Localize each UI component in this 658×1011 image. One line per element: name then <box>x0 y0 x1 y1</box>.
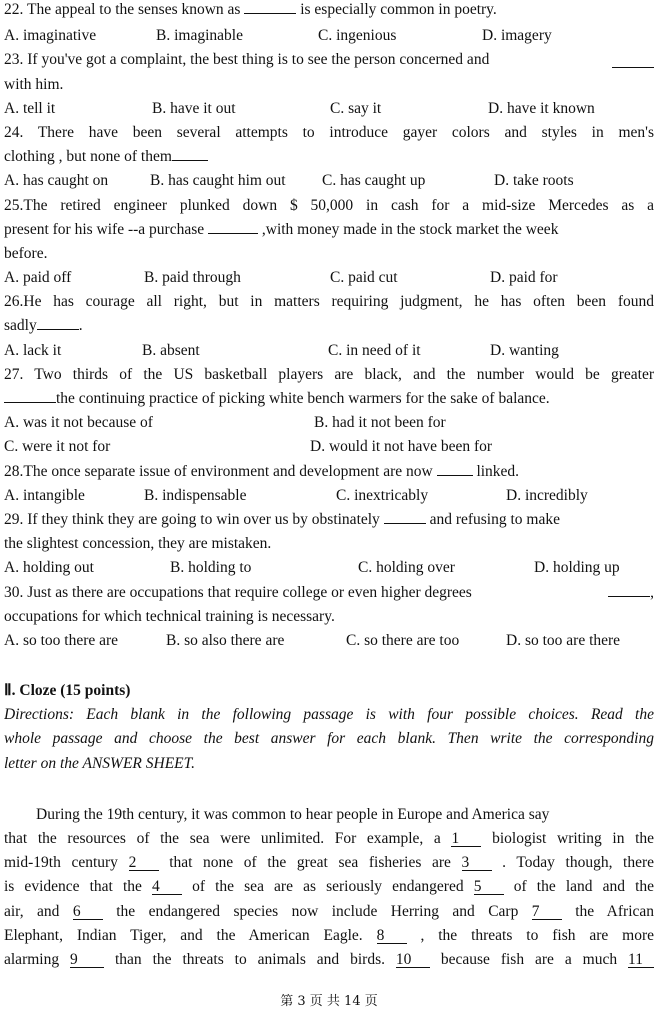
cloze-blank-6[interactable]: 6 <box>73 904 103 920</box>
q23-option-a: A. tell it <box>4 99 56 117</box>
q24-options <box>4 169 654 193</box>
q23-options <box>4 97 654 121</box>
q30-stem-line1: 30. Just as there are occupations that require college or even higher degrees , <box>4 581 654 605</box>
cloze-passage-line4: is evidence that the 4 of the sea are as seriously endangered 5 of the land and the <box>4 878 654 896</box>
q30-option-c: C. so there are too <box>346 631 460 649</box>
q28-options <box>4 484 654 508</box>
cloze-blank-1[interactable]: 1 <box>451 831 481 847</box>
q23-stem-line1: 23. If you've got a complaint, the best thing is to see the person concerned and <box>4 48 654 72</box>
q30-option-a: A. so too there are <box>4 631 119 649</box>
q25-stem-line1: 25.The retired engineer plunked down $ 50,000 in cash for a mid-size Mercedes as a <box>4 196 654 214</box>
q24-blank <box>172 145 208 161</box>
q29-option-d: D. holding up <box>534 559 620 577</box>
q22-option-a: A. imaginative <box>4 27 97 45</box>
cloze-blank-11[interactable]: 11 <box>628 952 654 968</box>
q23-stem-line2: with him. <box>4 75 64 93</box>
cloze-blank-5[interactable]: 5 <box>474 879 504 895</box>
q23-option-c: C. say it <box>330 99 382 117</box>
q25-stem-line2: present for his wife --a purchase ,with money made in the stock market the week <box>4 218 654 242</box>
q23-option-d: D. have it known <box>488 99 595 117</box>
q26-stem-line1: 26.He has courage all right, but in matters requiring judgment, he has often been found <box>4 293 654 311</box>
q26-options <box>4 339 654 363</box>
q25-option-c: C. paid cut <box>330 269 398 287</box>
q22-stem-before: 22. The appeal to the senses known as <box>4 1 241 18</box>
cloze-directions-line2: whole passage and choose the best answer for each blank. Then write the corresponding <box>4 730 654 748</box>
q25-options <box>4 266 654 290</box>
q22-option-c: C. ingenious <box>318 27 397 45</box>
cloze-blank-2[interactable]: 2 <box>129 855 159 871</box>
cloze-directions-line1: Directions: Each blank in the following passage is with four possible choices. Read the <box>4 706 654 724</box>
q30-options <box>4 629 654 653</box>
q28-option-b: B. indispensable <box>144 486 247 504</box>
q27-options-row1 <box>4 411 654 435</box>
q29-option-b: B. holding to <box>170 559 252 577</box>
cloze-passage-line2: that the resources of the sea were unlimited. For example, a 1 biologist writing in the <box>4 830 654 847</box>
cloze-passage-line6: Elephant, Indian Tiger, and the American Eagle. 8 , the threats to fish are more <box>4 926 654 944</box>
exam-page <box>4 0 654 972</box>
q28-option-d: D. incredibly <box>506 486 588 504</box>
q28-blank <box>437 460 473 476</box>
q30-option-b: B. so also there are <box>166 631 285 649</box>
q22-option-b: B. imaginable <box>156 27 243 45</box>
q27-blank <box>4 387 56 403</box>
q29-blank <box>384 508 426 524</box>
q28-stem: 28.The once separate issue of environment and development are now linked. <box>4 460 654 484</box>
cloze-passage-line1: During the 19th century, it was common to hear people in Europe and America say <box>36 805 550 823</box>
cloze-passage-line7: alarming 9 than the threats to animals and birds. 10 because fish are a much 11 <box>4 948 654 972</box>
cloze-blank-3[interactable]: 3 <box>462 855 492 871</box>
q28-option-a: A. intangible <box>4 486 85 504</box>
q25-option-d: D. paid for <box>490 269 558 287</box>
q25-option-a: A. paid off <box>4 269 72 287</box>
q24-option-d: D. take roots <box>494 172 574 190</box>
q26-option-c: C. in need of it <box>328 341 421 359</box>
q29-stem-line2: the slightest concession, they are mistaken. <box>4 535 272 553</box>
q28-option-c: C. inextricably <box>336 486 429 504</box>
q30-stem-line2: occupations for which technical training is necessary. <box>4 607 335 625</box>
cloze-blank-7[interactable]: 7 <box>532 904 562 920</box>
q24-option-a: A. has caught on <box>4 172 109 190</box>
q29-options <box>4 556 654 580</box>
q26-option-a: A. lack it <box>4 341 62 359</box>
q27-stem-line2: the continuing practice of picking white bench warmers for the sake of balance. <box>4 387 654 411</box>
q26-option-d: D. wanting <box>490 341 559 359</box>
q23-blank <box>612 52 654 68</box>
q27-options-row2 <box>4 435 654 459</box>
q22-stem <box>4 0 654 22</box>
q29-option-a: A. holding out <box>4 559 94 577</box>
cloze-directions-line3: letter on the ANSWER SHEET. <box>4 754 195 772</box>
q26-stem-line2: sadly . <box>4 314 654 338</box>
cloze-blank-4[interactable]: 4 <box>152 879 182 895</box>
q27-stem-line1: 27. Two thirds of the US basketball players are black, and the number would be greater <box>4 365 654 383</box>
cloze-blank-8[interactable]: 8 <box>377 928 407 944</box>
q27-option-b: B. had it not been for <box>314 414 446 432</box>
q24-stem-line1: 24. There have been several attempts to introduce gayer colors and styles in men's <box>4 123 654 141</box>
q22-options <box>4 24 654 48</box>
q27-option-a: A. was it not because of <box>4 414 153 432</box>
q23-option-b: B. have it out <box>152 99 236 117</box>
q22-stem-after: is especially common in poetry. <box>300 1 497 18</box>
q25-option-b: B. paid through <box>144 269 241 287</box>
q24-option-c: C. has caught up <box>322 172 426 190</box>
q27-option-d: D. would it not have been for <box>310 438 493 456</box>
page-number-footer: 第 3 页 共 14 页 <box>280 994 378 1009</box>
cloze-blank-10[interactable]: 10 <box>396 952 430 968</box>
q22-option-d: D. imagery <box>482 27 552 45</box>
q30-option-d: D. so too are there <box>506 631 621 649</box>
q26-blank <box>37 314 79 330</box>
cloze-blank-9[interactable]: 9 <box>70 952 104 968</box>
q24-stem-line2: clothing , but none of them <box>4 145 654 169</box>
cloze-passage-line3: mid-19th century 2 that none of the great sea fisheries are 3 . Today though, there <box>4 854 654 872</box>
q29-stem-line1: 29. If they think they are going to win over us by obstinately and refusing to make <box>4 508 654 532</box>
cloze-section-title: Ⅱ. Cloze (15 points) <box>4 682 131 700</box>
q22-blank <box>244 0 296 14</box>
q25-stem-line3: before. <box>4 244 48 262</box>
q25-blank <box>208 218 258 234</box>
cloze-passage-line5: air, and 6 the endangered species now include Herring and Carp 7 the African <box>4 902 654 920</box>
q29-option-c: C. holding over <box>358 559 455 577</box>
q27-option-c: C. were it not for <box>4 438 111 456</box>
q26-option-b: B. absent <box>142 341 200 359</box>
q30-blank <box>608 581 650 597</box>
q24-option-b: B. has caught him out <box>150 172 286 190</box>
